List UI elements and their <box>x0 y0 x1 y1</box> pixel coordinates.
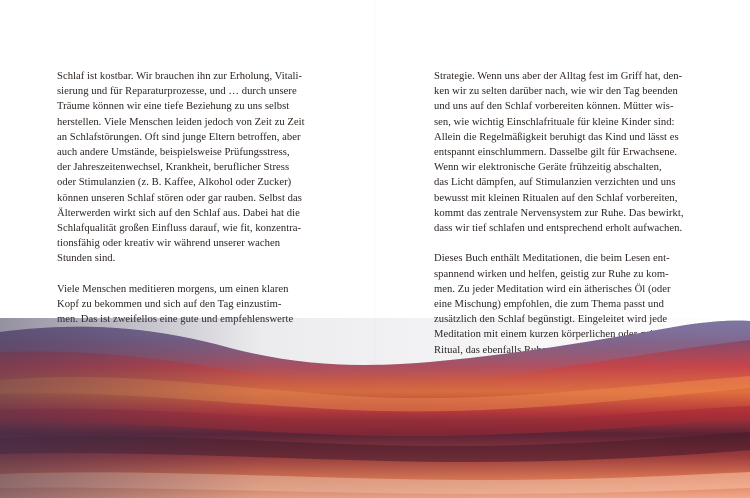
text-line: Träume können wir eine tiefe Beziehung zu uns selbst <box>57 101 290 113</box>
text-line: sierung und für Reparaturprozesse, und … durch unsere <box>57 86 297 98</box>
text-line: dass wir tief schlafen und entsprechend erholt aufwachen. <box>434 223 683 235</box>
text-line: auch andere Umstände, beispielsweise Prüfungsstress, <box>57 147 290 159</box>
text-line: men. Zu jeder Meditation wird ein ätherisches Öl (oder <box>434 283 671 295</box>
text-line: der Jahreszeitenwechsel, Krankheit, beruflicher Stress <box>57 162 290 174</box>
text-line: bewusst mit kleinen Ritualen auf den Schlaf vorbereiten, <box>434 192 678 204</box>
left-shadow <box>0 318 750 498</box>
text-line: entspannt einschlummern. Dasselbe gilt für Erwachsene. <box>434 147 678 159</box>
text-line: oder Stimulanzien (z. B. Kaffee, Alkohol oder Zucker) <box>57 177 292 189</box>
text-line: sen, wie wichtig Einschlafrituale für kleine Kinder sind: <box>434 116 675 128</box>
left-text-column <box>57 69 325 327</box>
sunset-landscape-illustration <box>0 318 750 498</box>
text-line: an Schlafstörungen. Oft sind junge Eltern betroffen, aber <box>57 131 301 143</box>
right-paragraph-1 <box>434 69 706 236</box>
text-line: können unseren Schlaf stören oder gar rauben. Selbst das <box>57 192 302 204</box>
text-line: Schlaf ist kostbar. Wir brauchen ihn zur Erholung, Vitali- <box>57 71 303 82</box>
text-line: ken wir zu selten darüber nach, wie wir den Tag beenden <box>434 86 678 98</box>
text-line: Schlafqualität großen Einfluss darauf, wie fit, konzentra- <box>57 223 302 235</box>
text-line: das Licht dämpfen, auf Stimulanzien verzichten und uns <box>434 177 676 189</box>
text-line: herstellen. Viele Menschen leiden jedoch von Zeit zu Zeit <box>57 116 305 128</box>
text-line: eine Mischung) empfohlen, die zum Thema passt und <box>434 299 664 311</box>
left-paragraph-1 <box>57 69 325 267</box>
text-line: Älterwerden wirkt sich auf den Schlaf aus. Dabei hat die <box>57 207 300 219</box>
text-line: Stunden sind. <box>57 253 116 265</box>
text-line: Kopf zu bekommen und sich auf den Tag einzustim- <box>57 299 282 311</box>
text-line: spannend wirken und helfen, geistig zur Ruhe zu kom- <box>434 268 669 280</box>
text-line: und uns auf den Schlaf vorbereiten können. Mütter wis- <box>434 101 674 113</box>
text-line: Strategie. Wenn uns aber der Alltag fest im Griff hat, den- <box>434 71 683 82</box>
text-line: kommt das zentrale Nervensystem zur Ruhe. Das bewirkt, <box>434 207 684 219</box>
text-line: Allein die Regelmäßigkeit beruhigt das Kind und lässt es <box>434 131 679 143</box>
right-text-column <box>434 69 706 358</box>
text-line: Dieses Buch enthält Meditationen, die beim Lesen ent- <box>434 253 670 265</box>
text-line: Viele Menschen meditieren morgens, um einen klaren <box>57 283 289 295</box>
text-line: Wenn wir elektronische Geräte frühzeitig abschalten, <box>434 162 662 174</box>
text-line: tionsfähig oder kreativ wir während unserer wachen <box>57 238 281 250</box>
